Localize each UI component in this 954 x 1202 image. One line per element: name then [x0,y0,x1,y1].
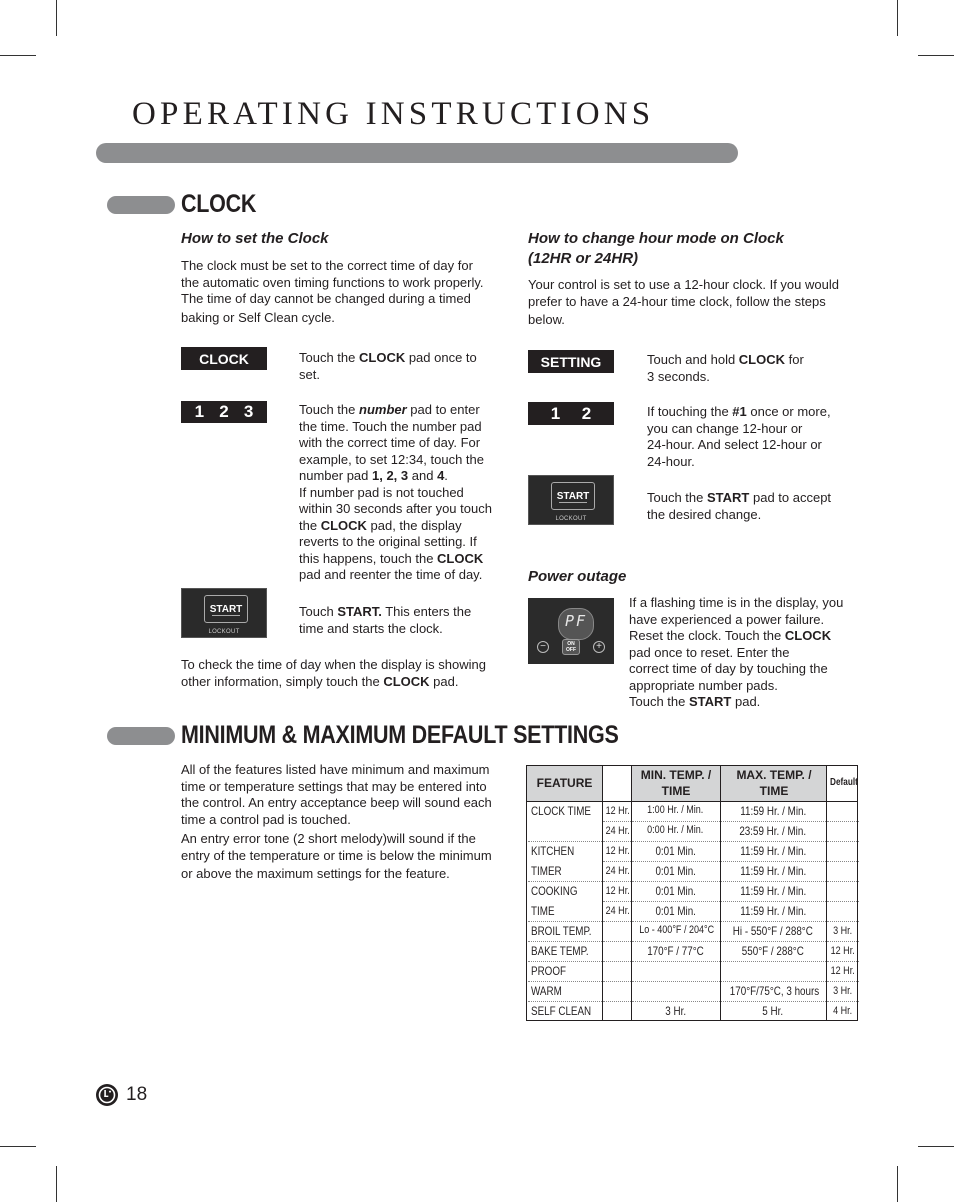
row-separator [827,821,859,822]
table-cell-default: 3 Hr. [832,925,853,937]
table-cell-max: 11:59 Hr. / Min. [739,884,806,898]
table-cell-max [720,964,826,978]
row-separator [603,841,631,842]
crop-mark [0,1146,36,1147]
power-outage-display [528,598,614,664]
row-separator [721,821,826,822]
power-outage-text: If a flashing time is in the display, you have experienced a power failure. Reset the clock. Touch the CLOCK pad once to reset. Enter the correct time of day by touching the appropriate number pads. Touch the START pad. [629,595,844,709]
minmax-text1: All of the features listed have minimum and maximum time or temperature settings that may be entered into the control. An entry acceptance beep will sound each time a control pad is touched. [181,762,492,827]
check-time-text: To check the time of day when the display is showing other information, simply touch the CLOCK pad. [181,657,486,689]
table-cell-max: Hi - 550°F / 288°C [732,924,814,938]
row-separator [721,981,826,982]
table-cell-min: 0:01 Min. [655,864,696,878]
settings-table [526,765,858,1021]
row-separator [721,921,826,922]
row-separator [632,841,720,842]
crop-mark [56,1166,57,1202]
power-outage-heading: Power outage [528,568,627,585]
table-cell-mode: 12 Hr. [605,805,630,817]
step-number-text: Touch the number pad to enter the time. Touch the number pad with the correct time of day. For example, to set 12:34, touch the number pad 1, 2, 3 and 4. If number pad is not touched within 30 seconds after you touch the CLOCK pad, the display reverts to the original setting. If this happens, touch the CLOCK pad and reenter the time of day. [299,402,492,582]
row-separator [603,821,631,822]
lockout-label: LOCKOUT [555,516,587,522]
table-cell-mode [603,925,631,937]
table-cell-default [826,865,859,877]
header-default: Default [830,777,858,788]
row-separator [827,1001,859,1002]
row-separator [632,901,720,902]
row-separator [721,841,826,842]
table-cell-default: 3 Hr. [832,985,853,997]
table-cell-max: 11:59 Hr. / Min. [739,804,806,818]
row-separator [528,941,602,942]
row-separator [528,981,602,982]
table-cell-mode: 24 Hr. [605,905,630,917]
crop-mark [56,0,57,36]
row-separator [827,961,859,962]
table-cell-mode: 24 Hr. [605,825,630,837]
table-cell-default [826,805,859,817]
table-cell-mode: 24 Hr. [605,865,630,877]
on-off-button: ON OFF [562,639,580,655]
table-cell-default [826,845,859,857]
row-separator [632,981,720,982]
table-cell-feature: SELF CLEAN [531,1004,592,1018]
table-cell-max: 11:59 Hr. / Min. [739,864,806,878]
section-marker [107,196,175,214]
mode-step2-text: If touching the #1 once or more, you can change 12-hour or 24-hour. And select 12-hour or 24-hour. [647,404,831,469]
row-separator [632,941,720,942]
crop-mark [918,55,954,56]
table-cell-feature: WARM [531,984,562,998]
table-cell-mode: 12 Hr. [605,845,630,857]
step-start-text: Touch START. This enters the time and starts the clock. [299,604,472,636]
table-cell-default: 12 Hr. [830,945,855,957]
row-separator [827,941,859,942]
crop-mark [897,0,898,36]
table-cell-mode [603,945,631,957]
table-cell-feature: BAKE TEMP. [531,944,589,958]
row-separator [721,1001,826,1002]
minmax-section-title: MINIMUM & MAXIMUM DEFAULT SETTINGS [181,721,619,749]
table-cell-max: 5 Hr. [762,1004,784,1018]
table-cell-min: 0:01 Min. [655,844,696,858]
title-bar [96,143,738,163]
row-separator [827,921,859,922]
table-cell-min: 0:01 Min. [655,884,696,898]
table-cell-feature: KITCHEN [531,844,575,858]
row-separator [721,861,826,862]
row-separator [827,881,859,882]
table-cell-feature: TIME [531,904,555,918]
lg-logo-icon [96,1084,118,1106]
row-separator [603,921,631,922]
row-separator [632,881,720,882]
table-cell-feature: BROIL TEMP. [531,924,592,938]
set-clock-intro: The clock must be set to the correct time of day for the automatic oven timing functions to work properly. The time of day cannot be changed during a timed baking or Self Clean cycle. [181,258,484,325]
row-separator [528,921,602,922]
clock-pad: CLOCK [181,347,267,370]
set-clock-heading: How to set the Clock [181,230,329,247]
table-cell-feature: CLOCK TIME [531,804,591,818]
crop-mark [897,1166,898,1202]
table-cell-max: 170°F/75°C, 3 hours [729,984,820,998]
row-separator [827,981,859,982]
row-separator [721,881,826,882]
display-text: PF [564,612,588,630]
table-cell-min: Lo - 400°F / 204°C [639,924,715,936]
mode-step3-text: Touch the START pad to accept the desired change. [647,490,832,522]
table-cell-mode [603,1005,631,1017]
row-separator [721,941,826,942]
table-cell-mode [603,985,631,997]
page-title: OPERATING INSTRUCTIONS [132,96,655,132]
number-pad: 1 2 3 [181,401,267,423]
setting-pad: SETTING [528,350,614,373]
mode-step1-text: Touch and hold CLOCK for 3 seconds. [647,352,804,384]
start-button: START [551,482,595,510]
minmax-text2: An entry error tone (2 short melody)will sound if the entry of the temperature or time is below the minimum or above the maximum settings for the feature. [181,831,492,881]
table-cell-default [826,905,859,917]
row-separator [603,1001,631,1002]
hour-mode-intro: Your control is set to use a 12-hour clock. If you would prefer to have a 24-hour time clock, follow the steps below. [528,277,839,327]
header-min: MIN. TEMP. / TIME [640,768,712,798]
table-cell-default [826,885,859,897]
row-separator [603,861,631,862]
row-separator [528,1001,602,1002]
page-number: 18 [126,1084,148,1105]
row-separator [603,981,631,982]
table-cell-min: 1:00 Hr. / Min. [647,804,704,816]
row-separator [827,841,859,842]
table-cell-min: 0:01 Min. [655,904,696,918]
lockout-label: LOCKOUT [208,629,240,635]
hour-mode-heading: How to change hour mode on Clock (12HR or 24HR) [528,230,784,267]
table-cell-mode: 12 Hr. [605,885,630,897]
row-separator [603,961,631,962]
row-separator [603,881,631,882]
row-separator [632,921,720,922]
row-separator [632,821,720,822]
table-cell-min [631,984,720,998]
header-feature: FEATURE [536,776,593,790]
table-cell-max: 23:59 Hr. / Min. [739,824,807,838]
row-separator [603,901,631,902]
plus-icon: + [593,641,605,653]
row-separator [603,941,631,942]
row-separator [528,841,602,842]
row-separator [528,881,602,882]
table-cell-min [631,964,720,978]
table-cell-mode [603,965,631,977]
table-cell-feature: TIMER [531,864,562,878]
section-marker [107,727,175,745]
table-cell-max: 11:59 Hr. / Min. [739,904,806,918]
start-button: START [204,595,248,623]
table-cell-max: 550°F / 288°C [741,944,805,958]
mode-start-pad [528,475,614,525]
table-cell-feature: PROOF [531,964,566,978]
table-cell-default: 12 Hr. [830,965,855,977]
row-separator [632,861,720,862]
row-separator [632,961,720,962]
row-separator [632,1001,720,1002]
table-cell-min: 0:00 Hr. / Min. [647,824,704,836]
table-cell-min: 3 Hr. [665,1004,686,1018]
row-separator [721,901,826,902]
minus-icon: − [537,641,549,653]
row-divider [527,801,857,802]
table-cell-default [826,825,859,837]
mode-number-pad: 1 2 [528,402,614,425]
row-separator [827,861,859,862]
table-cell-max: 11:59 Hr. / Min. [739,844,806,858]
table-cell-feature: COOKING [531,884,578,898]
clock-section-title: CLOCK [181,190,257,218]
start-pad [181,588,267,638]
header-max: MAX. TEMP. / TIME [736,768,812,798]
row-separator [528,961,602,962]
row-separator [827,901,859,902]
crop-mark [918,1146,954,1147]
step-clock-text: Touch the CLOCK pad once to set. [299,350,477,382]
table-cell-default: 4 Hr. [832,1005,853,1017]
table-cell-min: 170°F / 77°C [647,944,704,958]
row-separator [721,961,826,962]
crop-mark [0,55,36,56]
